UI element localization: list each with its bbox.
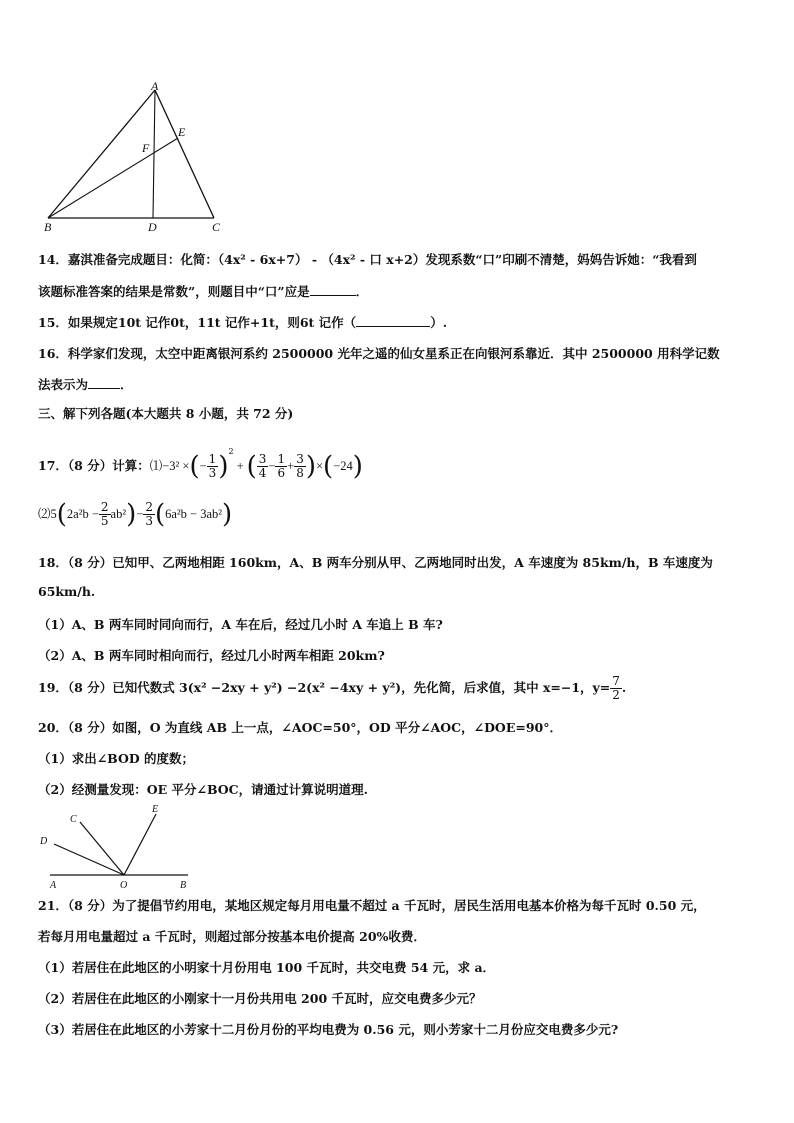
q21-text2: 若每月用电量超过 a 千瓦时，则超过部分按基本电价提高 20%收费． xyxy=(38,929,426,944)
q21-sub1 xyxy=(38,958,754,976)
q17-part1-prefix: ⑴ xyxy=(149,459,163,473)
q17-paren-open-2: ( xyxy=(246,451,257,482)
label-b2: B xyxy=(180,880,187,891)
q15-text-a: 15．如果规定10t 记作0t，11t 记作+1t，则6t 记作（ xyxy=(38,315,357,330)
q17-part2-prefix: ⑵ xyxy=(38,507,51,521)
q21-sub2-text: （2）若居住在此地区的小刚家十一月份共用电 200 千瓦时，应交电费多少元？ xyxy=(38,991,482,1006)
q19-frac-num: 7 xyxy=(612,674,620,688)
q17-frac-4-den: 8 xyxy=(296,466,304,480)
q17-p2-frac-1-den: 5 xyxy=(100,514,109,528)
q17-frac-2-num: 3 xyxy=(258,452,267,466)
triangle-figure xyxy=(38,80,238,235)
q17-frac-4-num: 3 xyxy=(296,452,304,466)
q18-line2 xyxy=(38,584,754,599)
q17-frac-3-den: 6 xyxy=(277,466,286,480)
ray-oe xyxy=(124,814,156,875)
q17-part2-ab2: ab² xyxy=(110,507,127,521)
section-3-text: 三、解下列各题(本大题共 8 小题，共 72 分) xyxy=(38,406,294,421)
q17-p2-paren-open-1: ( xyxy=(56,499,67,530)
q17-frac-4 xyxy=(294,453,306,480)
q17-part2-term1: 2a²b − xyxy=(66,507,99,521)
q16-line1 xyxy=(38,344,754,362)
q17-plus: + xyxy=(236,459,244,473)
q21-sub3-text: （3）若居住在此地区的小芳家十二月份月份的平均电费为 0.56 元，则小芳家十二月份应交电费多少元? xyxy=(38,1022,619,1037)
q15-text-b: ）. xyxy=(430,315,448,330)
q18-sub1 xyxy=(38,615,754,633)
q17-paren-close-1: ) xyxy=(218,451,229,482)
q21-sub1-text: （1）若居住在此地区的小明家十月份用电 100 千瓦时，共交电费 54 元，求 a． xyxy=(38,960,496,975)
q16-line2 xyxy=(38,375,754,393)
edge-ac xyxy=(155,90,214,218)
q20-line1 xyxy=(38,718,754,736)
q21-sub2 xyxy=(38,989,754,1007)
q20-sub1 xyxy=(38,749,754,767)
q14-text1: 14．嘉淇准备完成题目：化简：（4x² - 6x+7） - （4x² - 口 x+2）发现系数“口”印刷不清楚，妈妈告诉她：“我看到 xyxy=(38,252,697,267)
label-c2: C xyxy=(70,814,77,825)
q19-text-b: . xyxy=(621,680,627,695)
q17-part2-minus: − xyxy=(136,507,144,521)
q15-answer-blank[interactable] xyxy=(356,313,430,327)
q17-paren-open-1: ( xyxy=(189,451,200,482)
q17-frac-1-num: 1 xyxy=(208,452,217,466)
q14-answer-blank[interactable] xyxy=(310,282,356,296)
q21-text1: 21．（8 分）为了提倡节约用电，某地区规定每月用电量不超过 a 千瓦时，居民生活用电基本价格为每千瓦时 0.50 元， xyxy=(38,898,706,913)
label-e2: E xyxy=(152,804,159,815)
q17-p2-frac-1 xyxy=(99,501,111,528)
q17-part1 xyxy=(38,438,754,482)
q20-text1: 20．（8 分）如图，O 为直线 AB 上一点，∠AOC=50°，OD 平分∠AOC，∠DOE=90°． xyxy=(38,720,562,735)
q14-line1 xyxy=(38,250,754,268)
q17-paren-close-3: ) xyxy=(352,451,363,482)
label-a2: A xyxy=(50,880,57,891)
q17-p2-paren-close-2: ) xyxy=(222,499,233,530)
q19-text-a: 19．（8 分）已知代数式 3(x² −2xy + y²) −2(x² −4xy + y²)，先化简，后求值，其中 x=−1，y= xyxy=(38,680,611,695)
ray-od xyxy=(54,844,124,875)
q17-part2 xyxy=(38,500,754,528)
q17-paren-open-3: ( xyxy=(323,451,334,482)
q20-sub2-text: （2）经测量发现：OE 平分∠BOC，请通过计算说明道理. xyxy=(38,782,368,797)
q20-sub1-text: （1）求出∠BOD 的度数； xyxy=(38,751,195,766)
label-f: F xyxy=(142,141,150,155)
q17-p2-paren-open-2: ( xyxy=(154,499,166,530)
q16-text2a: 法表示为 xyxy=(38,377,89,392)
label-d2: D xyxy=(40,836,48,847)
q18-sub1-text: （1）A、B 两车同时同向而行，A 车在后，经过几小时 A 车追上 B 车? xyxy=(38,617,443,632)
q17-paren-close-2: ) xyxy=(305,451,316,482)
q17-part2-five: 5 xyxy=(50,507,57,521)
q21-sub3 xyxy=(38,1020,754,1038)
angle-figure xyxy=(38,800,208,892)
label-c: C xyxy=(212,220,221,234)
q14-text2b: ． xyxy=(355,284,369,299)
segment-ad xyxy=(153,90,155,218)
q19-line xyxy=(38,674,754,702)
q16-text1: 16．科学家们发现，太空中距离银河系约 2500000 光年之遥的仙女星系正在向银河系靠近．其中 2500000 用科学记数 xyxy=(38,346,720,361)
label-a: A xyxy=(151,80,159,93)
q19-frac-den: 2 xyxy=(612,688,620,702)
edge-ab xyxy=(48,90,155,218)
q17-times: × xyxy=(315,459,324,473)
q21-line1 xyxy=(38,896,754,914)
q17-p2-frac-1-num: 2 xyxy=(100,500,109,514)
section-3-heading xyxy=(38,404,754,422)
q21-line2 xyxy=(38,927,754,945)
q15-line xyxy=(38,313,754,331)
q17-plus-2: + xyxy=(287,459,295,473)
segment-be xyxy=(48,138,178,218)
q18-sub2 xyxy=(38,646,754,664)
q17-frac-2-den: 4 xyxy=(258,466,267,480)
q17-part1-a: −3² × xyxy=(162,459,190,473)
q20-sub2 xyxy=(38,780,754,798)
q17-p2-frac-2-den: 3 xyxy=(145,514,153,528)
label-o: O xyxy=(120,880,128,891)
q18-sub2-text: （2）A、B 两车同时相向而行，经过几小时两车相距 20km? xyxy=(38,648,385,663)
q17-frac-2 xyxy=(257,453,269,480)
q17-frac-1-den: 3 xyxy=(208,466,217,480)
q16-text2b: ． xyxy=(120,377,133,392)
q17-frac-1 xyxy=(207,453,219,480)
q17-frac-3-num: 1 xyxy=(277,452,286,466)
q17-part1-minus: − xyxy=(199,459,207,473)
q17-label: 17．（8 分）计算： xyxy=(38,458,150,473)
q17-frac-3 xyxy=(275,453,287,480)
label-e: E xyxy=(178,125,186,139)
q19-frac xyxy=(610,675,622,702)
q18-text2: 65km/h. xyxy=(38,584,96,599)
q18-line1 xyxy=(38,553,754,571)
q18-text1: 18．（8 分）已知甲、乙两地相距 160km，A、B 两车分别从甲、乙两地同时出发，A 车速度为 85km/h，B 车速度为 xyxy=(38,555,713,570)
label-d: D xyxy=(148,220,157,234)
q16-answer-blank[interactable] xyxy=(88,375,120,389)
q17-power: 2 xyxy=(228,447,234,456)
ray-oc xyxy=(80,822,124,875)
q17-p2-paren-close-1: ) xyxy=(126,499,137,530)
label-b: B xyxy=(44,220,52,234)
q17-minus-2: − xyxy=(268,459,276,473)
q17-neg24: −24 xyxy=(333,459,353,473)
q17-part2-term2: 6a²b − 3ab² xyxy=(165,507,223,521)
q17-p2-frac-2-num: 2 xyxy=(145,500,153,514)
q14-line2 xyxy=(38,282,754,300)
q14-text2a: 该题标准答案的结果是常数”，则题目中“口”应是 xyxy=(38,284,310,299)
q17-p2-frac-2 xyxy=(143,501,155,528)
